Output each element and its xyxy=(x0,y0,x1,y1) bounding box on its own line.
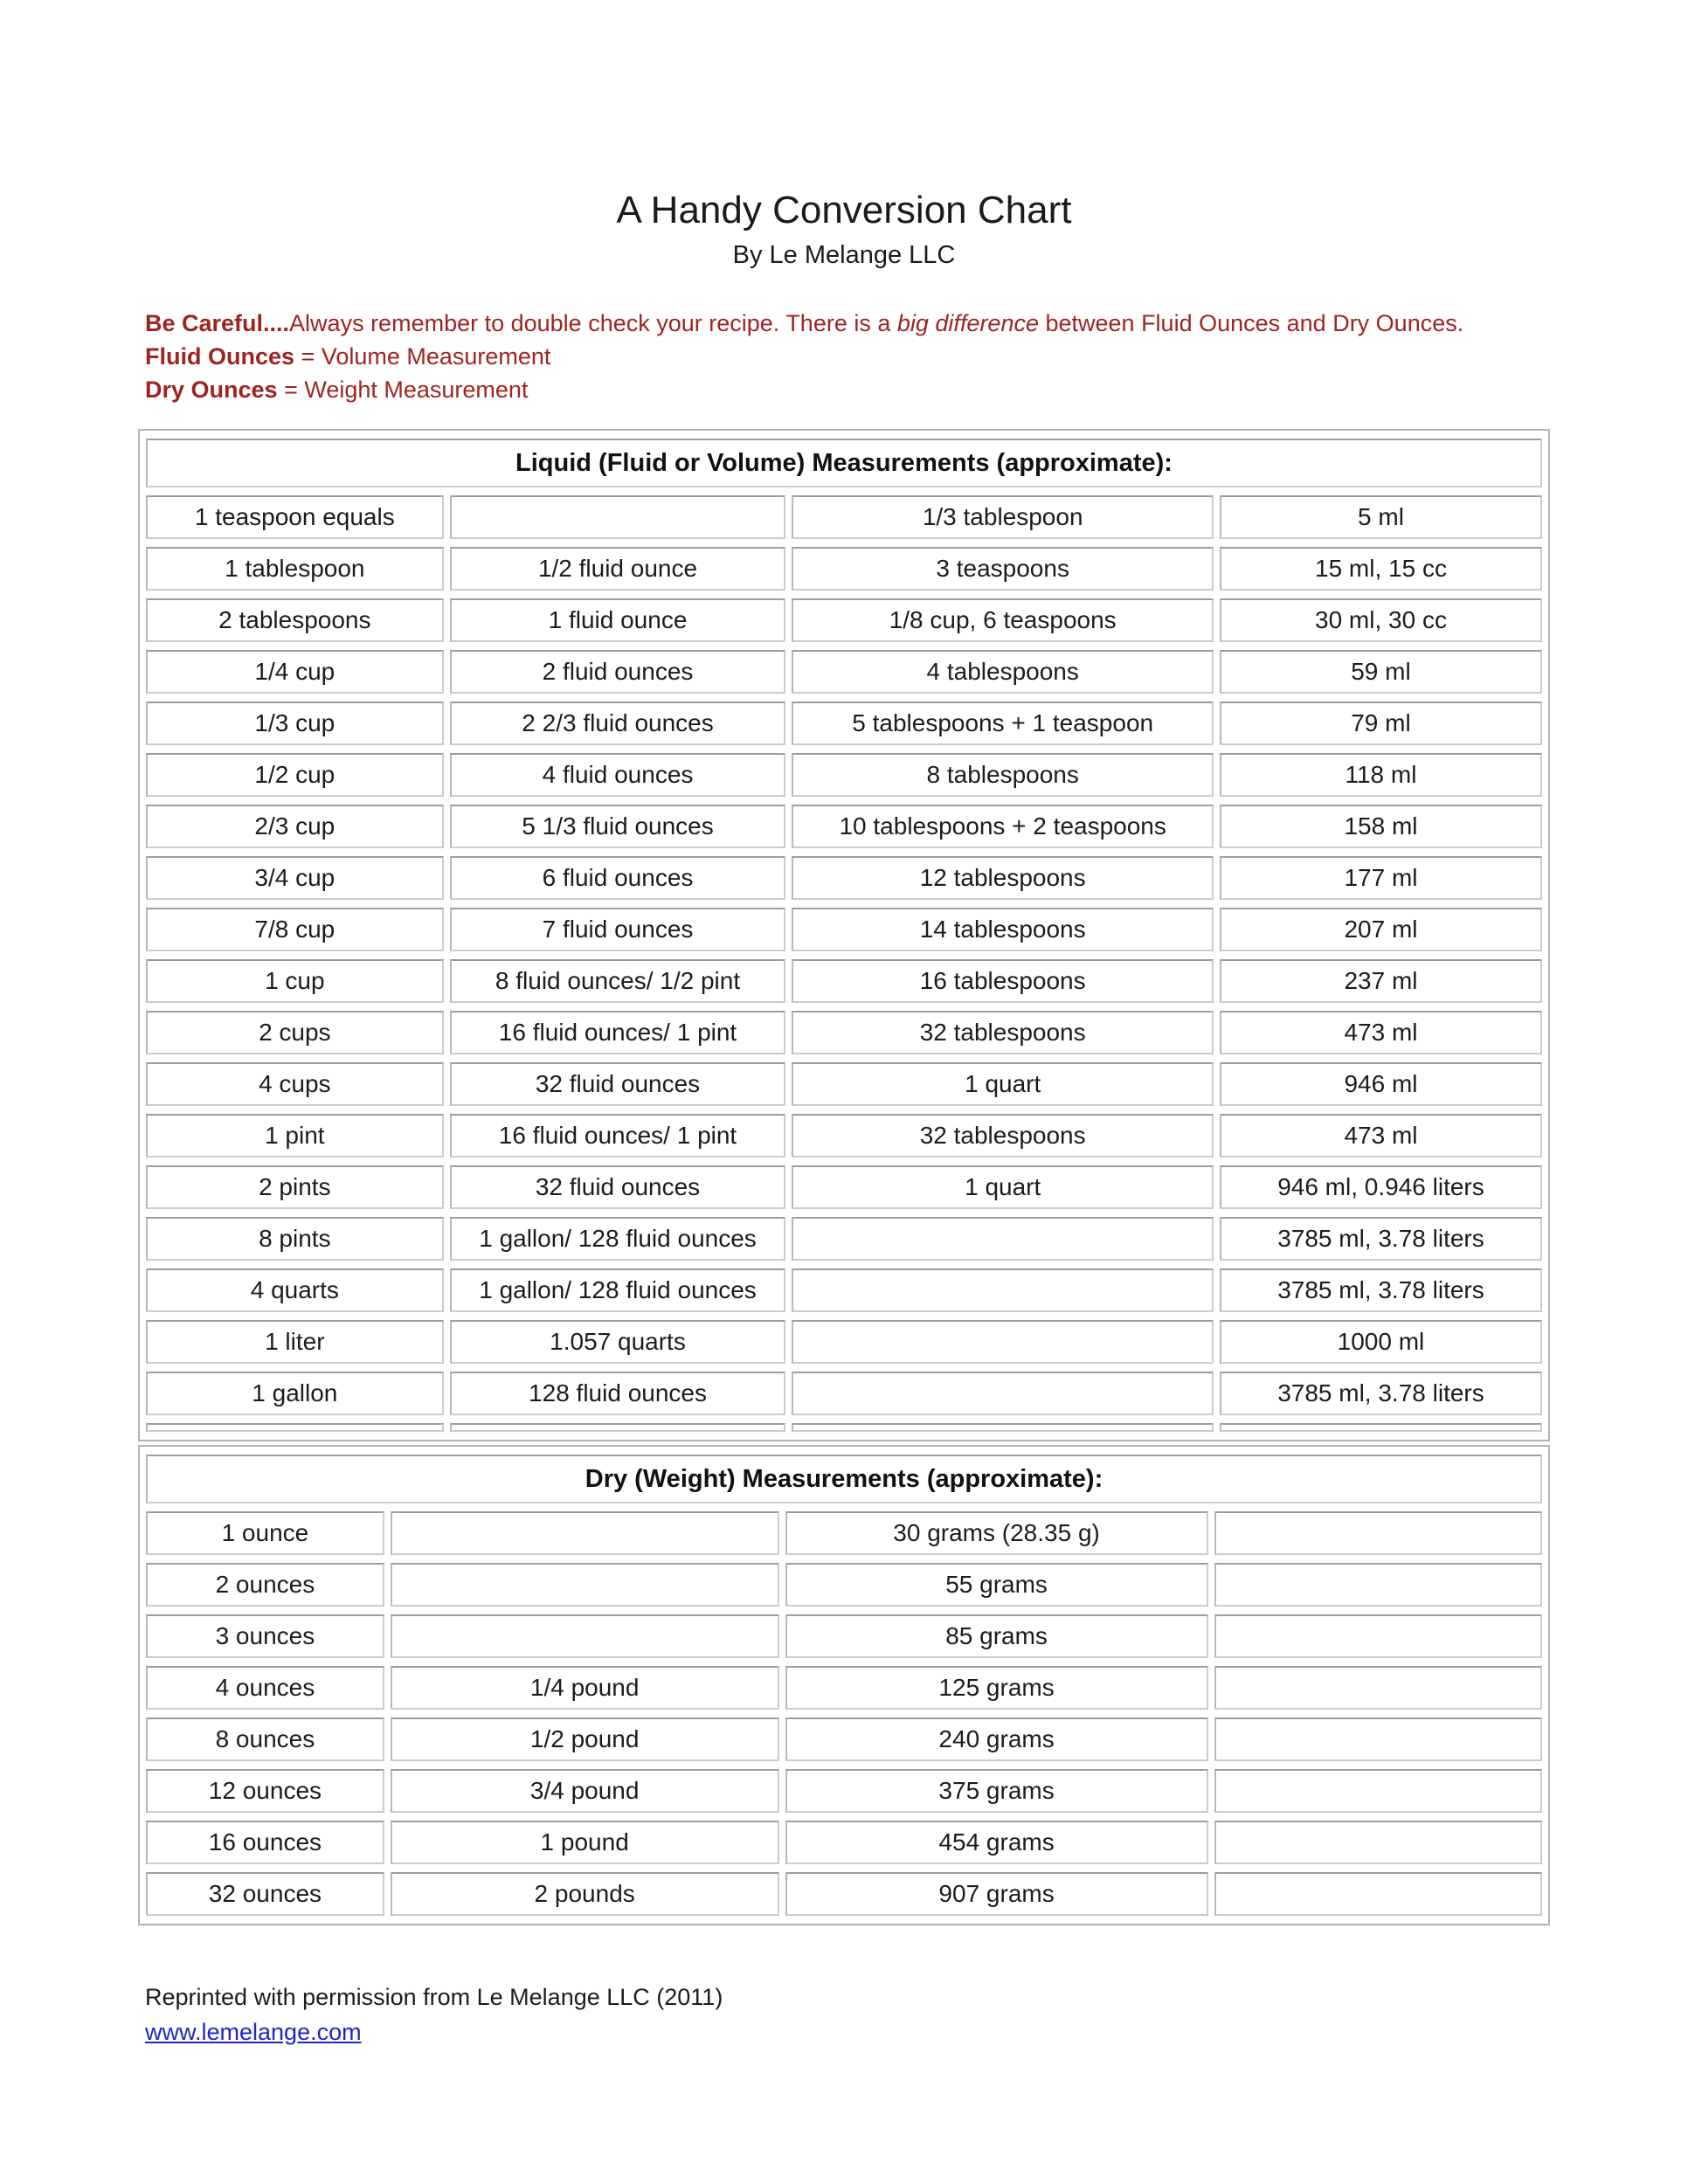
table-cell: 1 cup xyxy=(146,959,444,1003)
warning-dry-text: = Weight Measurement xyxy=(277,377,529,403)
table-cell: 4 ounces xyxy=(146,1666,384,1710)
table-cell: 5 1/3 fluid ounces xyxy=(450,805,786,848)
warning-careful-italic: big difference xyxy=(896,310,1039,336)
table-cell: 3/4 pound xyxy=(391,1769,779,1813)
table-cell: 2 2/3 fluid ounces xyxy=(450,702,786,745)
table-cell: 128 fluid ounces xyxy=(450,1372,786,1415)
table-cell: 1/2 fluid ounce xyxy=(450,547,786,591)
table-cell: 1/4 cup xyxy=(146,650,444,694)
table-cell: 375 grams xyxy=(785,1769,1208,1813)
table-cell: 8 fluid ounces/ 1/2 pint xyxy=(450,959,786,1003)
table-cell: 16 fluid ounces/ 1 pint xyxy=(450,1114,786,1158)
liquid-measurements-table xyxy=(138,429,1550,1441)
table-cell: 16 tablespoons xyxy=(792,959,1214,1003)
table-cell: 473 ml xyxy=(1220,1114,1542,1158)
table-cell: 454 grams xyxy=(785,1821,1208,1864)
table-cell xyxy=(146,1423,444,1432)
table-cell xyxy=(792,1423,1214,1432)
table-row xyxy=(146,1320,1542,1364)
table-cell: 16 ounces xyxy=(146,1821,384,1864)
spacer-row xyxy=(146,1423,1542,1432)
table-row xyxy=(146,1563,1542,1607)
table-cell: 59 ml xyxy=(1220,650,1542,694)
table-row xyxy=(146,1062,1542,1106)
dry-measurements-table xyxy=(138,1445,1550,1925)
warning-dry-bold: Dry Ounces xyxy=(145,377,278,403)
table-cell: 3/4 cup xyxy=(146,856,444,900)
table-row xyxy=(146,1114,1542,1158)
table-cell: 125 grams xyxy=(785,1666,1208,1710)
table-cell: 1 liter xyxy=(146,1320,444,1364)
table-cell: 1 pound xyxy=(391,1821,779,1864)
table-row xyxy=(146,1511,1542,1555)
table-cell: 118 ml xyxy=(1220,753,1542,797)
table-cell: 16 fluid ounces/ 1 pint xyxy=(450,1011,786,1054)
table-cell xyxy=(1214,1511,1542,1555)
table-cell: 177 ml xyxy=(1220,856,1542,900)
table-cell: 3785 ml, 3.78 liters xyxy=(1220,1372,1542,1415)
table-cell: 8 pints xyxy=(146,1217,444,1261)
table-cell: 207 ml xyxy=(1220,908,1542,951)
liquid-table-header-row xyxy=(146,439,1542,487)
dry-table-header: Dry (Weight) Measurements (approximate): xyxy=(146,1455,1542,1503)
table-cell: 1 fluid ounce xyxy=(450,598,786,642)
table-row xyxy=(146,1769,1542,1813)
table-cell xyxy=(792,1372,1214,1415)
table-cell: 907 grams xyxy=(785,1872,1208,1916)
table-cell: 1/4 pound xyxy=(391,1666,779,1710)
table-cell: 55 grams xyxy=(785,1563,1208,1607)
table-cell: 7/8 cup xyxy=(146,908,444,951)
website-link[interactable]: www.lemelange.com xyxy=(145,2019,362,2045)
table-cell: 1 quart xyxy=(792,1165,1214,1209)
table-cell: 3 teaspoons xyxy=(792,547,1214,591)
table-row xyxy=(146,1717,1542,1761)
liquid-table-header: Liquid (Fluid or Volume) Measurements (approximate): xyxy=(146,439,1542,487)
table-cell xyxy=(1214,1872,1542,1916)
table-cell: 15 ml, 15 cc xyxy=(1220,547,1542,591)
page-subtitle: By Le Melange LLC xyxy=(732,241,956,269)
table-cell: 8 tablespoons xyxy=(792,753,1214,797)
table-cell: 4 tablespoons xyxy=(792,650,1214,694)
table-cell: 1 gallon/ 128 fluid ounces xyxy=(450,1217,786,1261)
table-cell: 85 grams xyxy=(785,1614,1208,1658)
table-row xyxy=(146,1268,1542,1312)
warning-line-fluid xyxy=(145,340,1557,373)
table-cell: 473 ml xyxy=(1220,1011,1542,1054)
table-cell xyxy=(1214,1821,1542,1864)
table-row xyxy=(146,856,1542,900)
table-row xyxy=(146,650,1542,694)
table-cell: 5 ml xyxy=(1220,495,1542,539)
table-cell: 30 ml, 30 cc xyxy=(1220,598,1542,642)
warning-careful-bold: Be Careful.... xyxy=(145,310,290,336)
table-cell: 3785 ml, 3.78 liters xyxy=(1220,1217,1542,1261)
table-cell: 32 fluid ounces xyxy=(450,1062,786,1106)
table-cell xyxy=(792,1217,1214,1261)
warning-line-dry xyxy=(145,373,1557,406)
table-cell: 158 ml xyxy=(1220,805,1542,848)
table-cell: 10 tablespoons + 2 teaspoons xyxy=(792,805,1214,848)
table-row xyxy=(146,1821,1542,1864)
table-row xyxy=(146,805,1542,848)
table-cell: 2 ounces xyxy=(146,1563,384,1607)
table-cell xyxy=(391,1563,779,1607)
table-cell xyxy=(1220,1423,1542,1432)
table-row xyxy=(146,1217,1542,1261)
table-cell: 1 tablespoon xyxy=(146,547,444,591)
table-cell: 32 fluid ounces xyxy=(450,1165,786,1209)
table-cell: 2 pounds xyxy=(391,1872,779,1916)
table-row xyxy=(146,908,1542,951)
table-cell: 1 teaspoon equals xyxy=(146,495,444,539)
table-cell: 4 cups xyxy=(146,1062,444,1106)
table-cell: 1/8 cup, 6 teaspoons xyxy=(792,598,1214,642)
table-cell xyxy=(391,1511,779,1555)
table-row xyxy=(146,1165,1542,1209)
table-row xyxy=(146,1872,1542,1916)
table-cell: 7 fluid ounces xyxy=(450,908,786,951)
table-cell: 32 ounces xyxy=(146,1872,384,1916)
table-cell: 2 pints xyxy=(146,1165,444,1209)
table-cell: 237 ml xyxy=(1220,959,1542,1003)
table-cell: 79 ml xyxy=(1220,702,1542,745)
table-cell: 12 ounces xyxy=(146,1769,384,1813)
table-cell xyxy=(792,1320,1214,1364)
page-title: A Handy Conversion Chart xyxy=(616,189,1072,232)
table-cell: 12 tablespoons xyxy=(792,856,1214,900)
table-cell: 32 tablespoons xyxy=(792,1011,1214,1054)
table-cell: 8 ounces xyxy=(146,1717,384,1761)
table-row xyxy=(146,1372,1542,1415)
table-cell: 1 gallon/ 128 fluid ounces xyxy=(450,1268,786,1312)
table-cell: 4 fluid ounces xyxy=(450,753,786,797)
footer-note: Reprinted with permission from Le Melange LLC (2011) xyxy=(145,1984,723,2010)
warning-careful-text: Always remember to double check your recipe. There is a xyxy=(289,310,897,336)
table-cell: 1/3 cup xyxy=(146,702,444,745)
warning-fluid-bold: Fluid Ounces xyxy=(145,343,295,370)
table-row xyxy=(146,1666,1542,1710)
table-row xyxy=(146,1614,1542,1658)
dry-table-header-row xyxy=(146,1455,1542,1503)
table-row xyxy=(146,1011,1542,1054)
table-cell: 5 tablespoons + 1 teaspoon xyxy=(792,702,1214,745)
table-cell xyxy=(450,1423,786,1432)
table-cell xyxy=(1214,1614,1542,1658)
table-cell: 1.057 quarts xyxy=(450,1320,786,1364)
table-cell: 240 grams xyxy=(785,1717,1208,1761)
warning-line-careful xyxy=(145,307,1557,340)
table-cell: 946 ml xyxy=(1220,1062,1542,1106)
table-cell: 946 ml, 0.946 liters xyxy=(1220,1165,1542,1209)
table-cell: 2 cups xyxy=(146,1011,444,1054)
table-cell: 1 ounce xyxy=(146,1511,384,1555)
table-row xyxy=(146,959,1542,1003)
table-cell: 1 quart xyxy=(792,1062,1214,1106)
table-cell: 3785 ml, 3.78 liters xyxy=(1220,1268,1542,1312)
table-cell xyxy=(391,1614,779,1658)
table-cell xyxy=(1214,1666,1542,1710)
warning-block xyxy=(145,307,1557,406)
table-cell: 6 fluid ounces xyxy=(450,856,786,900)
table-cell xyxy=(1214,1769,1542,1813)
table-cell: 1 gallon xyxy=(146,1372,444,1415)
table-row xyxy=(146,598,1542,642)
table-cell: 3 ounces xyxy=(146,1614,384,1658)
table-cell: 30 grams (28.35 g) xyxy=(785,1511,1208,1555)
table-cell: 4 quarts xyxy=(146,1268,444,1312)
table-cell xyxy=(1214,1717,1542,1761)
warning-fluid-text: = Volume Measurement xyxy=(294,343,551,370)
table-cell xyxy=(792,1268,1214,1312)
table-cell: 2 fluid ounces xyxy=(450,650,786,694)
table-cell: 32 tablespoons xyxy=(792,1114,1214,1158)
table-row xyxy=(146,495,1542,539)
table-cell: 14 tablespoons xyxy=(792,908,1214,951)
table-cell: 2 tablespoons xyxy=(146,598,444,642)
table-cell: 1/2 cup xyxy=(146,753,444,797)
table-cell: 1 pint xyxy=(146,1114,444,1158)
table-cell xyxy=(1214,1563,1542,1607)
table-row xyxy=(146,702,1542,745)
table-cell: 1/3 tablespoon xyxy=(792,495,1214,539)
table-cell: 1000 ml xyxy=(1220,1320,1542,1364)
table-cell xyxy=(450,495,786,539)
table-cell: 1/2 pound xyxy=(391,1717,779,1761)
footer xyxy=(145,1980,1688,2049)
warning-careful-tail: between Fluid Ounces and Dry Ounces. xyxy=(1038,310,1464,336)
table-row xyxy=(146,547,1542,591)
table-row xyxy=(146,753,1542,797)
table-cell: 2/3 cup xyxy=(146,805,444,848)
